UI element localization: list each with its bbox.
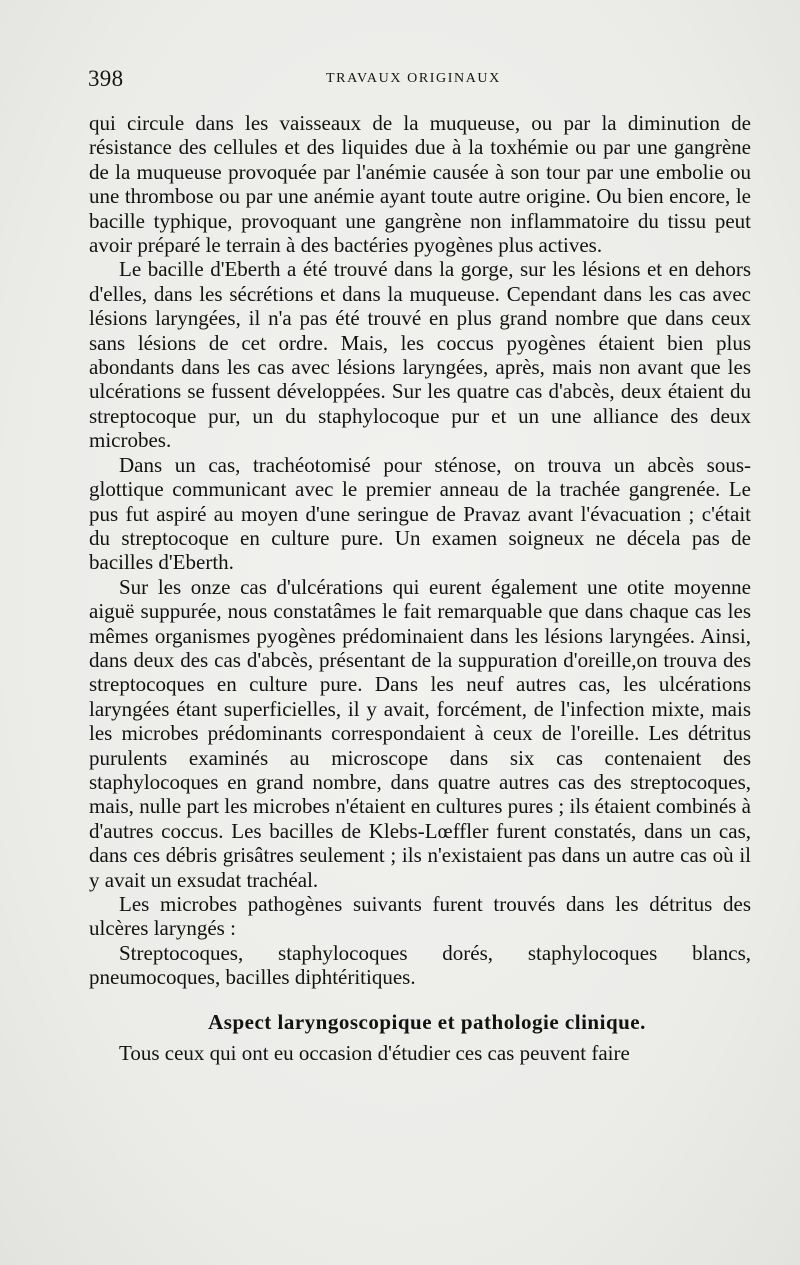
body-text [89,111,751,1065]
page-header [88,66,738,96]
section-heading: Aspect laryngoscopique et pathologie clinique. [208,1009,646,1034]
page-number: 398 [88,66,124,91]
paragraph-3: Dans un cas, trachéotomisé pour sténose, on trouva un abcès sous-glottique communicant avec le premier anneau de la trachée gangrenée. Le pus fut aspiré au moyen d'une seringue de Pravaz avant l'évacuation ; c'était du streptocoque en culture pure. Un examen soigneux ne décela pas de bacilles d'Eberth. [89,452,751,575]
running-head: TRAVAUX ORIGINAUX [326,71,501,86]
paragraph-2: Le bacille d'Eberth a été trouvé dans la gorge, sur les lésions et en dehors d'elles, dans les sécrétions et dans la muqueuse. Cependant dans les cas avec lésions laryngées, il n'a pas été trouvé en plus grand nombre que dans ceux sans lésions de cet ordre. Mais, les coccus pyogènes étaient bien plus abondants dans les cas avec lésions laryngées, après, mais non avant que les ulcérations se fussent développées. Sur les quatre cas d'abcès, deux étaient du streptocoque pur, un du staphylocoque pur et un une alliance des deux microbes. [89,257,751,453]
paragraph-6: Streptocoques, staphylocoques dorés, staphylocoques blancs, pneumocoques, bacilles diphtéritiques. [89,940,751,990]
paragraph-4: Sur les onze cas d'ulcérations qui eurent également une otite moyenne aiguë suppurée, nous constatâmes le fait remarquable que dans chaque cas les mêmes organismes pyogènes prédominaient dans les lésions laryngées. Ainsi, dans deux des cas d'abcès, présentant de la suppuration d'oreille,on trouva des streptocoques en culture pure. Dans les neuf autres cas, les ulcérations laryngées étant superficielles, il y avait, forcément, de l'infection mixte, mais les microbes prédominants correspondaient à ceux de l'oreille. Les détritus purulents examinés au microscope dans six cas contenaient des staphylocoques en grand nombre, dans quatre autres cas des streptocoques, mais, nulle part les microbes n'étaient en cultures pures ; ils étaient combinés à d'autres coccus. Les bacilles de Klebs-Lœffler furent constatés, dans un cas, dans ces débris grisâtres seulement ; ils n'existaient pas dans un autre cas où il y avait un exsudat trachéal. [89,574,751,892]
closing-line: Tous ceux qui ont eu occasion d'étudier ces cas peuvent faire [119,1040,630,1065]
paragraph-1: qui circule dans les vaisseaux de la muqueuse, ou par la diminution de résistance des cellules et des liquides due à la toxhémie ou par une gangrène de la muqueuse provoquée par l'anémie causée à son tour par une embolie ou une thrombose ou par une anémie ayant toute autre origine. Ou bien encore, le bacille typhique, provoquant une gangrène non inflammatoire du tissu peut avoir préparé le terrain à des bactéries pyogènes plus actives. [89,111,751,258]
paragraph-5: Les microbes pathogènes suivants furent trouvés dans les détritus des ulcères laryngés : [89,892,751,941]
